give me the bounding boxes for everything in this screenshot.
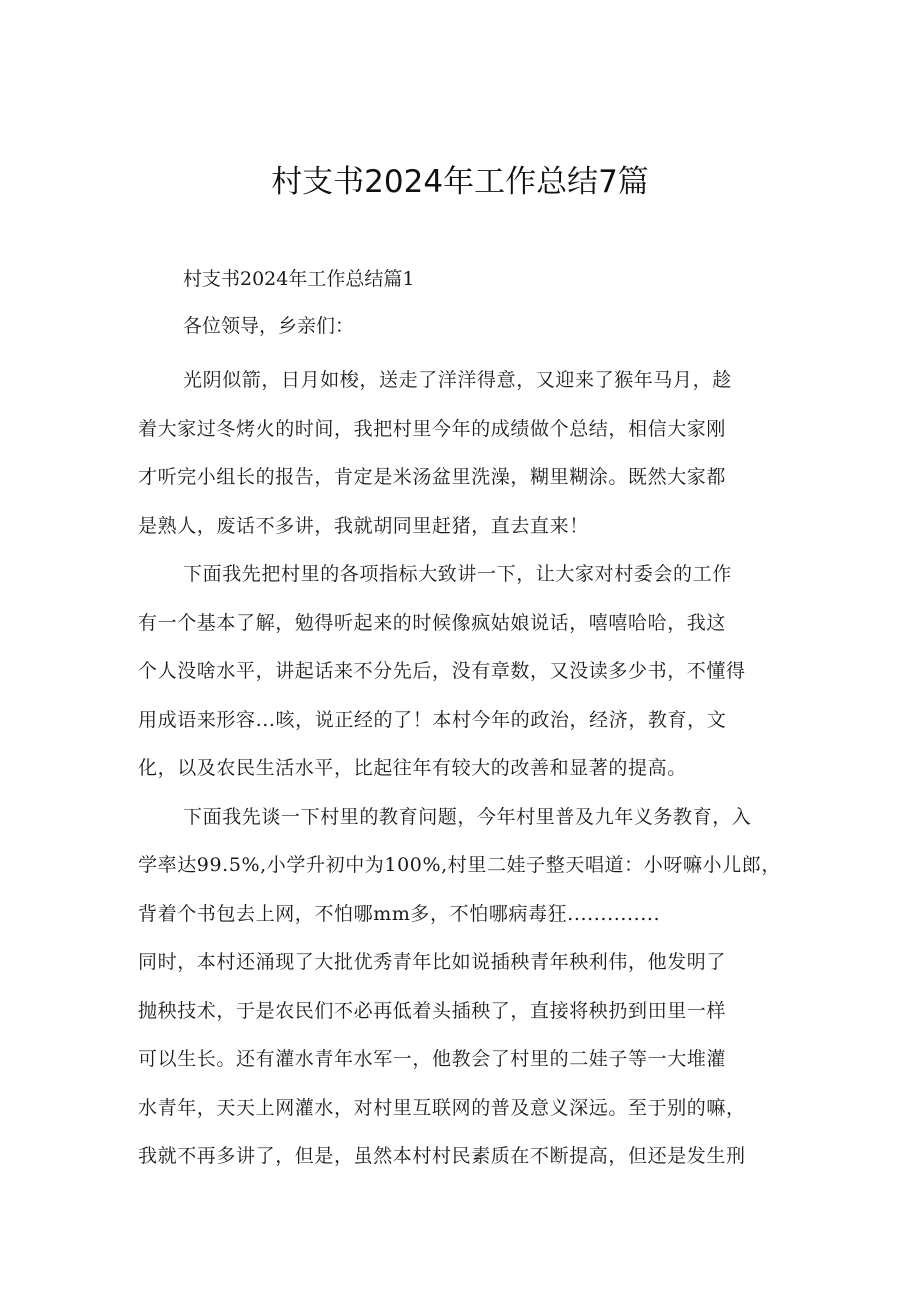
section-heading: 村支书2024年工作总结篇1 (183, 268, 415, 290)
text-line: 背着个书包去上网，不怕哪mm多，不怕哪病毒狂.............. (138, 902, 661, 925)
text-line: 用成语来形容...咳，说正经的了！本村今年的政治，经济，教育，文 (138, 708, 727, 731)
text-line: 下面我先谈一下村里的教育问题，今年村里普及九年义务教育，入 (183, 805, 752, 828)
text-line: 学率达99.5%,小学升初中为100%,村里二娃子整天唱道：小呀嘛小儿郎， (138, 854, 781, 876)
greeting-line: 各位领导，乡亲们： (183, 315, 355, 337)
text-line: 光阴似箭，日月如梭，送走了洋洋得意，又迎来了猴年马月，趁 (183, 369, 732, 391)
text-line: 水青年，天天上网灌水，对村里互联网的普及意义深远。至于别的嘛， (138, 1096, 746, 1119)
text-line: 同时，本村还涌现了大批优秀青年比如说插秧青年秧利伟，他发明了 (138, 951, 727, 973)
text-line: 我就不再多讲了，但是，虽然本村村民素质在不断提高，但还是发生刑 (138, 1145, 746, 1167)
text-line: 是熟人，废话不多讲，我就胡同里赶猪，直去直来！ (138, 514, 589, 537)
body-text-block (138, 356, 800, 1181)
text-line: 个人没啥水平，讲起话来不分先后，没有章数，又没读多少书，不懂得 (138, 660, 746, 682)
text-line: 抛秧技术，于是农民们不必再低着头插秧了，直接将秧扔到田里一样 (138, 999, 727, 1022)
text-line: 下面我先把村里的各项指标大致讲一下，让大家对村委会的工作 (183, 563, 732, 585)
text-line: 化，以及农民生活水平，比起往年有较大的改善和显著的提高。 (138, 757, 687, 779)
document-title: 村支书2024年工作总结7篇 (271, 164, 649, 200)
text-line: 可以生长。还有灌水青年水军一，他教会了村里的二娃子等一大堆灌 (138, 1048, 727, 1070)
text-line: 有一个基本了解，勉得听起来的时候像疯姑娘说话，嘻嘻哈哈，我这 (138, 611, 727, 634)
text-line: 着大家过冬烤火的时间，我把村里今年的成绩做个总结，相信大家刚 (138, 417, 727, 440)
text-line: 才听完小组长的报告，肯定是米汤盆里洗澡，糊里糊涂。既然大家都 (138, 466, 727, 488)
